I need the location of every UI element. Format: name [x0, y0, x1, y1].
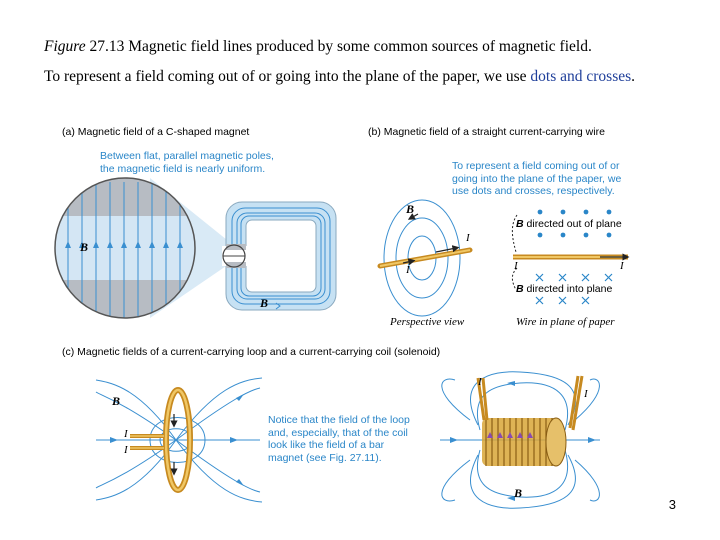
- figure-label: Figure: [44, 38, 86, 55]
- perspective-view-label: Perspective view: [390, 316, 465, 328]
- c-shaped-magnet: [222, 202, 336, 310]
- out-of-plane-text: directed out of plane: [526, 218, 622, 230]
- figure-text: 27.13 Magnetic field lines produced by some common sources of magnetic field.: [85, 38, 592, 55]
- wire-in-plane-label: Wire in plane of paper: [516, 316, 615, 328]
- panel-c-note: Notice that the field of the loop and, especially, that of the coil look like the field of a bar magnet (see Fig. 27.11).: [268, 414, 410, 464]
- panel-a-title: (a) Magnetic field of a C-shaped magnet: [62, 126, 250, 138]
- out-of-plane-label: [516, 218, 622, 230]
- wire-I-right: I: [620, 260, 624, 272]
- panel-c-I2: I: [124, 444, 128, 456]
- current-loop: [96, 378, 262, 502]
- panel-c-B-coil: B: [514, 486, 523, 500]
- panel-c-I1: I: [124, 428, 128, 440]
- panel-a-note: Between flat, parallel magnetic poles, the magnetic field is nearly uniform.: [100, 150, 274, 175]
- panel-c-B-loop: B: [112, 394, 121, 408]
- page-number: 3: [668, 497, 676, 512]
- coil-I-left: I: [478, 376, 482, 388]
- panel-b-title: (b) Magnetic field of a straight current-carrying wire: [368, 126, 605, 138]
- panel-b-I-bottom: I: [406, 264, 410, 276]
- coil-I-right: I: [584, 388, 588, 400]
- into-plane-label: [516, 283, 612, 295]
- into-plane-text: directed into plane: [526, 283, 613, 295]
- out-B: B: [516, 218, 524, 230]
- caption-line-2-text: To represent a field coming out of or going into the plane of the paper, we use: [44, 68, 531, 85]
- wire-perspective-view: [380, 200, 470, 316]
- panel-b-I-top: I: [466, 232, 470, 244]
- panel-b-B: B: [406, 202, 415, 216]
- in-B: B: [516, 283, 524, 295]
- dots-word: dots: [530, 68, 557, 85]
- wire-I-left: I: [514, 260, 518, 272]
- panel-a-B-left: B: [80, 240, 89, 254]
- caption-period: .: [631, 68, 636, 85]
- panel-c-title: (c) Magnetic fields of a current-carrying loop and a current-carrying coil (solenoid): [62, 346, 441, 358]
- panel-b-note: To represent a field coming out of or going into the plane of the paper, we use dots and crosses, respectively.: [452, 160, 622, 197]
- panel-a-B-bottom: B: [260, 296, 269, 310]
- and-word: and: [556, 68, 583, 85]
- crosses-word: crosses: [586, 68, 632, 85]
